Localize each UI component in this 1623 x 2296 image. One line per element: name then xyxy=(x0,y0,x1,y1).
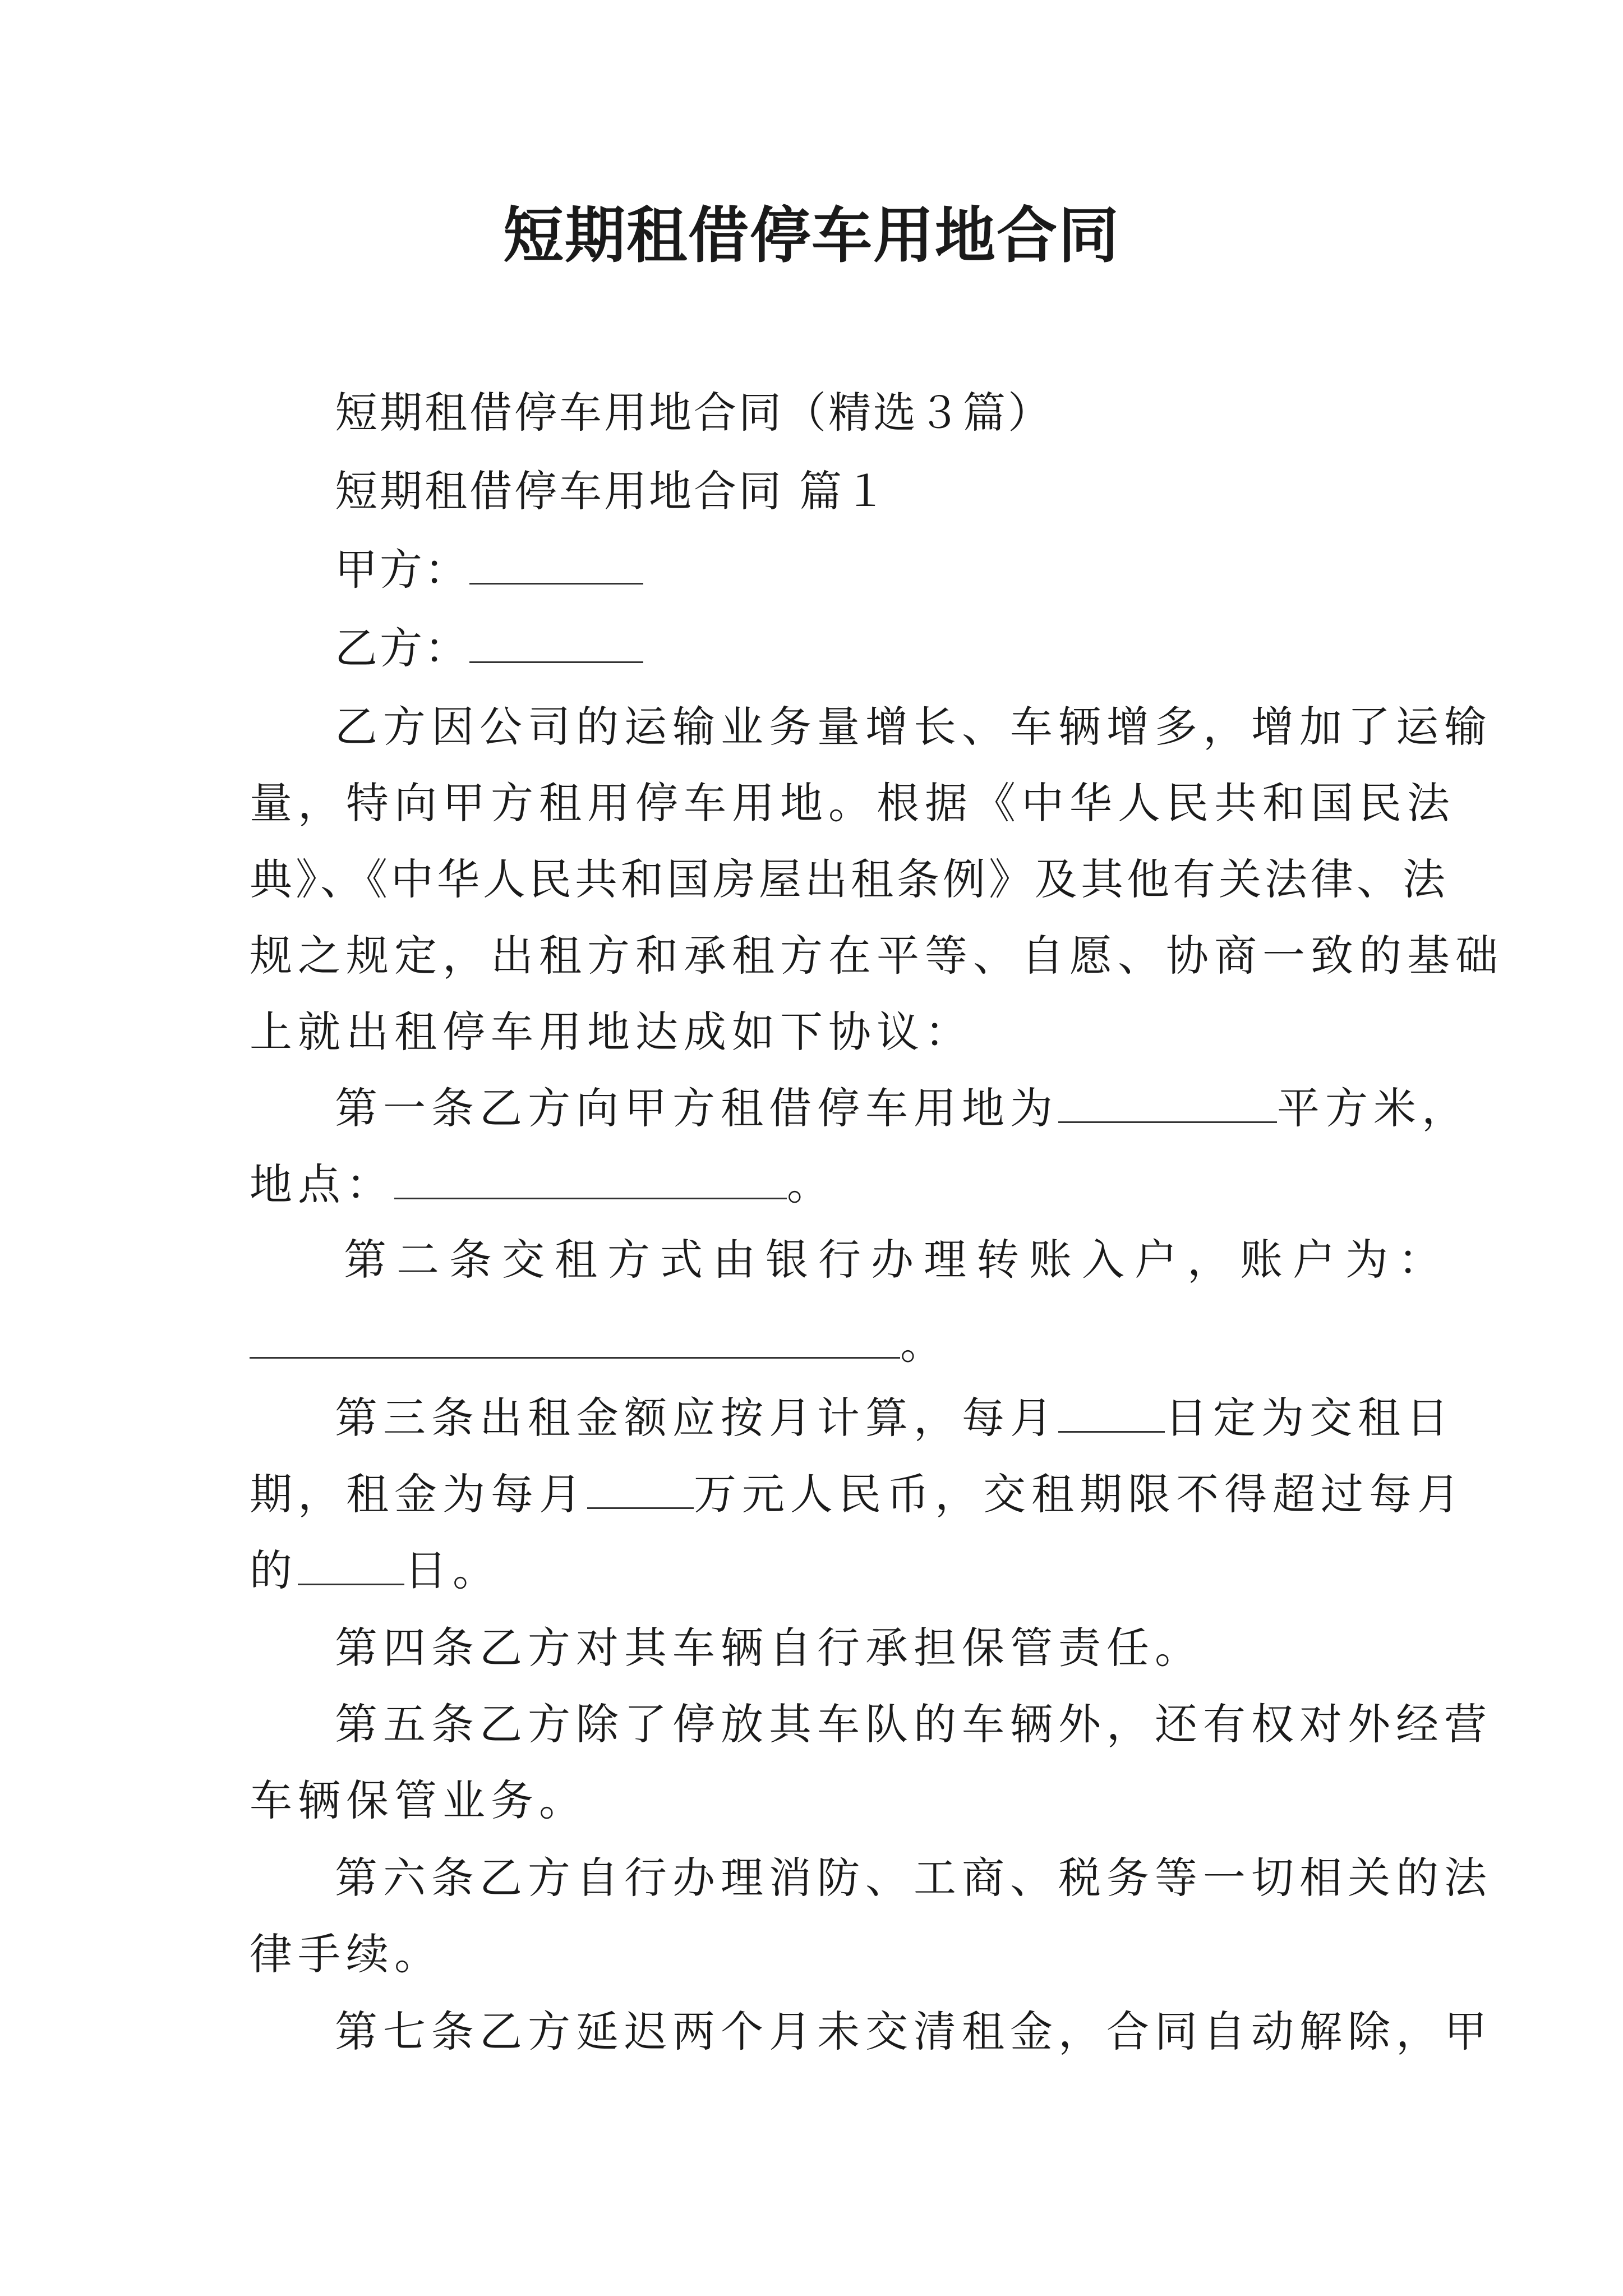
rent-amount-blank xyxy=(587,1476,694,1509)
article-7 xyxy=(250,1994,1492,2070)
intro-line: 上就出租停车用地达成如下协议： xyxy=(250,1007,973,1057)
article-1-text-c: 地点： xyxy=(250,1159,394,1209)
article-3-text-b: 日定为交租日 xyxy=(1165,1393,1454,1443)
article-3-text-d: 万元人民币，交租期限不得超过每月 xyxy=(694,1469,1465,1519)
article-5-line: 车辆保管业务。 xyxy=(250,1775,587,1825)
article-2-line-1: 第二条交租方式由银行办理转账入户，账户为： xyxy=(344,1235,1451,1285)
article-3-text-e: 的 xyxy=(250,1545,298,1595)
article-4-line: 第四条乙方对其车辆自行承担保管责任。 xyxy=(335,1623,1203,1673)
article-5-line: 第五条乙方除了停放其车队的车辆外，还有权对外经营 xyxy=(335,1699,1492,1749)
article-2 xyxy=(250,1222,1451,1382)
section-heading: 短期租借停车用地合同 篇１ xyxy=(335,466,889,516)
article-3-text-c: 期，租金为每月 xyxy=(250,1469,587,1519)
article-2-end: 。 xyxy=(900,1319,948,1369)
article-3-line-3 xyxy=(250,1533,1377,1609)
article-3-line-2 xyxy=(250,1456,1465,1533)
article-4 xyxy=(250,1610,1377,1686)
due-day-blank xyxy=(1058,1400,1165,1433)
account-blank xyxy=(250,1326,900,1359)
party-a-line xyxy=(335,532,1462,608)
article-6-line: 第六条乙方自行办理消防、工商、税务等一切相关的法 xyxy=(335,1853,1492,1903)
area-blank xyxy=(1058,1090,1277,1123)
party-a-label: 甲方： xyxy=(335,545,469,595)
party-b-label: 乙方： xyxy=(335,623,469,673)
article-1-line-2 xyxy=(250,1147,1377,1223)
intro-line: 规之规定，出租方和承租方在平等、自愿、协商一致的基础 xyxy=(250,931,1504,981)
article-3-line-1 xyxy=(250,1380,1454,1456)
subtitle: 短期租借停车用地合同（精选３篇） xyxy=(335,388,1053,438)
article-1-text-a: 第一条乙方向甲方租借停车用地为 xyxy=(335,1083,1058,1133)
article-6-line: 律手续。 xyxy=(250,1929,442,1979)
article-1 xyxy=(250,1070,1470,1223)
party-a-blank xyxy=(469,551,643,585)
intro-line: 量，特向甲方租用停车用地。根据《中华人民共和国民法 xyxy=(250,778,1455,828)
article-2-line-2 xyxy=(250,1306,1377,1382)
article-6 xyxy=(250,1840,1492,1993)
article-3 xyxy=(250,1380,1465,1609)
article-3-text-a: 第三条出租金额应按月计算，每月 xyxy=(335,1393,1058,1443)
deadline-day-blank xyxy=(298,1552,404,1585)
intro-line: 乙方因公司的运输业务量增长、车辆增多，增加了运输 xyxy=(335,702,1492,752)
article-1-line-1 xyxy=(250,1070,1470,1147)
article-7-line: 第七条乙方延迟两个月未交清租金，合同自动解除，甲 xyxy=(335,2007,1492,2056)
article-5 xyxy=(250,1686,1492,1839)
document-title: 短期租借停车用地合同 xyxy=(502,200,1120,271)
article-1-text-d: 。 xyxy=(787,1159,835,1209)
location-blank xyxy=(394,1166,787,1199)
article-3-text-f: 日。 xyxy=(404,1545,501,1595)
party-b-blank xyxy=(469,630,643,663)
intro-paragraph xyxy=(250,689,1504,1070)
article-1-text-b: 平方米， xyxy=(1277,1083,1470,1133)
party-b-line xyxy=(335,610,1462,687)
intro-line: 典》、《中华人民共和国房屋出租条例》及其他有关法律、法 xyxy=(250,854,1449,904)
